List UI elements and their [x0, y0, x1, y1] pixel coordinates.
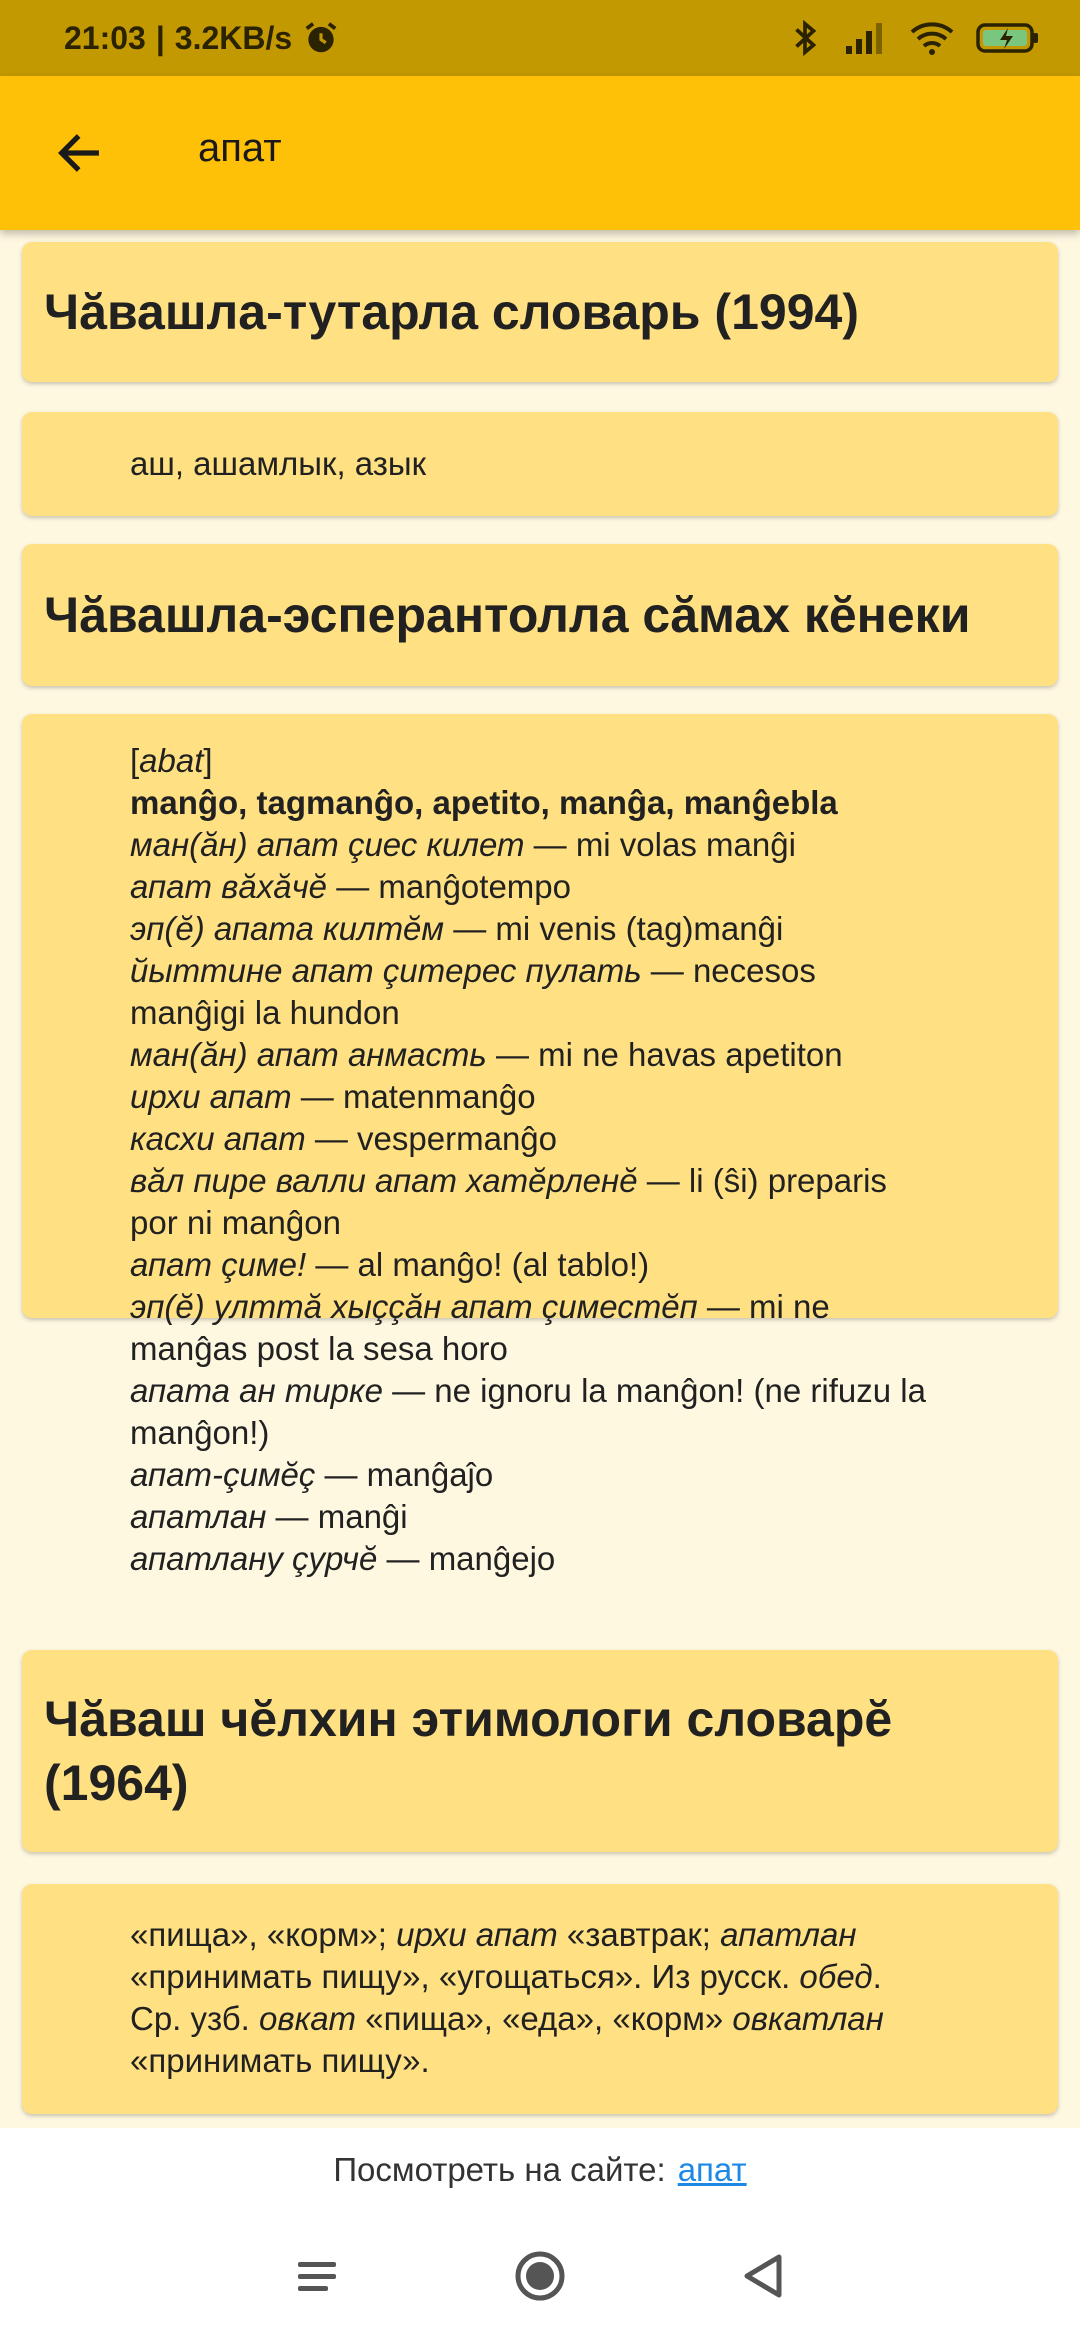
home-icon	[513, 2249, 567, 2303]
back-button[interactable]	[44, 118, 114, 188]
translation-card	[22, 714, 1058, 1577]
example-line: йыттине апат çитерес пулать — necesos manĝigi la hundon	[130, 952, 816, 1031]
dictionary-title: Чăваш чĕлхин этимологи словарĕ (1964)	[44, 1691, 893, 1811]
dictionary-content[interactable]	[0, 230, 1080, 2128]
status-bar	[0, 0, 1080, 76]
example-line: апат-çимĕç — manĝaĵo	[130, 1456, 494, 1493]
bluetooth-icon	[788, 18, 822, 58]
example-line: апата ан тирке — ne ignoru la manĝon! (ne rifuzu la manĝon!)	[130, 1372, 926, 1451]
dictionary-heading-card	[22, 1650, 1058, 1852]
example-line: ирхи апат — matenmanĝo	[130, 1078, 536, 1115]
back-triangle-icon	[739, 2251, 789, 2301]
dictionary-heading-card	[22, 242, 1058, 382]
menu-button[interactable]	[288, 2246, 348, 2306]
translation-text	[22, 714, 1058, 1580]
app-bar	[0, 76, 1080, 230]
status-left	[64, 0, 340, 76]
status-speed: 3.2KB/s	[174, 19, 293, 56]
home-button[interactable]	[510, 2246, 570, 2306]
status-right	[788, 0, 1040, 76]
site-link[interactable]: апат	[677, 2151, 747, 2188]
arrow-left-icon	[53, 127, 105, 179]
status-time: 21:03	[64, 19, 146, 56]
example-line: эп(ĕ) улттă хыççăн апат çиместĕп — mi ne manĝas post la sesa horo	[130, 1288, 830, 1367]
battery-charging-icon	[976, 21, 1040, 55]
example-line: апат вăхăчĕ — manĝotempo	[130, 868, 571, 905]
example-line: касхи апат — vespermanĝo	[130, 1120, 558, 1157]
signal-icon	[844, 20, 888, 56]
example-line: ман(ăн) апат çиес килет — mi volas manĝi	[130, 826, 796, 863]
alarm-icon	[302, 19, 340, 57]
example-line: апатлану çурчĕ — manĝejo	[130, 1540, 556, 1577]
transcription-line: [abat]	[130, 742, 213, 779]
example-line: апатлан — manĝi	[130, 1498, 408, 1535]
example-line: ман(ăн) апат анмасть — mi ne havas apetiton	[130, 1036, 843, 1073]
page-title: апат	[198, 126, 282, 170]
example-line: апат çиме! — al manĝo! (al tablo!)	[130, 1246, 650, 1283]
menu-icon	[294, 2256, 342, 2296]
back-nav-button[interactable]	[734, 2246, 794, 2306]
dictionary-heading-card	[22, 544, 1058, 686]
translation-card	[22, 1884, 1058, 2114]
translation-card	[22, 412, 1058, 516]
example-line: вăл пире валли апат хатĕрленĕ — li (ŝi) preparis por ni manĝon	[130, 1162, 887, 1241]
etymology-text: «пища», «корм»; ирхи апат «завтрак; апатлан «принимать пищу», «угощаться». Из русск. обед. Ср. узб. овкат «пища», «еда», «корм» овкатлан «принимать пищу».	[130, 1916, 884, 2079]
example-line: эп(ĕ) апата килтĕм — mi venis (tag)manĝi	[130, 910, 784, 947]
dictionary-title: Чăвашла-тутарла словарь (1994)	[44, 284, 859, 340]
dictionary-title: Чăвашла-эсперантолла сăмах кĕнеки	[44, 587, 971, 643]
footer-prefix: Посмотреть на сайте:	[333, 2151, 666, 2188]
status-separator: |	[155, 19, 165, 56]
translation-text: аш, ашамлык, азык	[130, 445, 427, 482]
site-footer	[0, 2128, 1080, 2213]
system-nav-bar	[0, 2212, 1080, 2340]
wifi-icon	[910, 20, 954, 56]
translation-line: manĝo, tagmanĝo, apetito, manĝa, manĝebla	[130, 784, 838, 821]
